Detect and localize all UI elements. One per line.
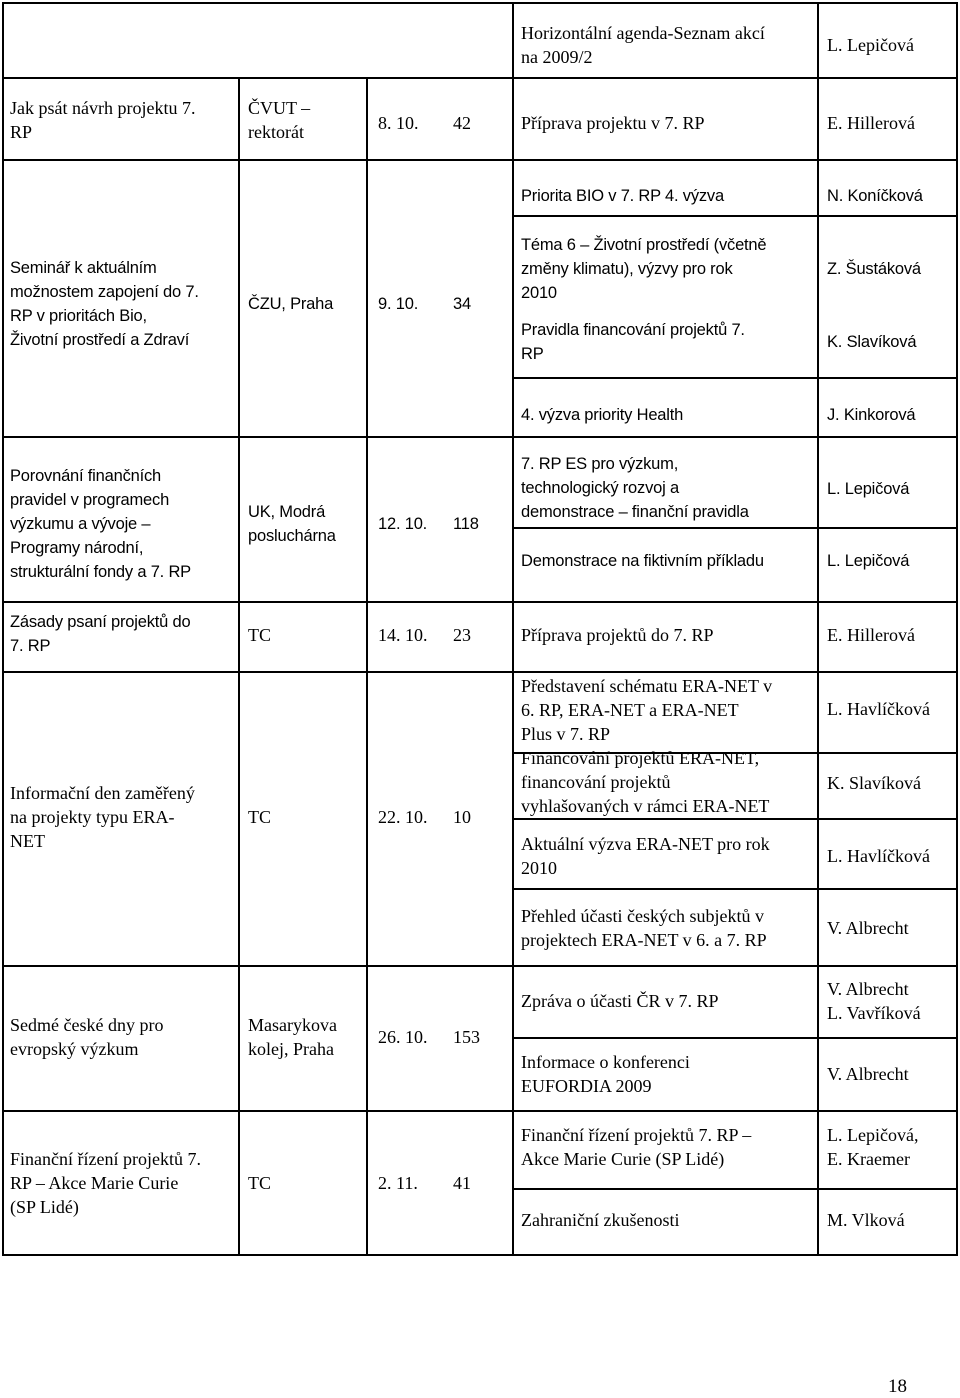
date-cell: 2. 11. xyxy=(378,1173,418,1193)
date-cell: 14. 10. xyxy=(378,625,428,645)
event-cell: Jak psát návrh projektu 7. RP xyxy=(10,98,196,142)
page-number: 18 xyxy=(888,1376,907,1397)
speaker-cell: N. Koníčková xyxy=(827,187,923,205)
event-cell: Sedmé české dny pro evropský výzkum xyxy=(10,1015,164,1059)
count-cell: 118 xyxy=(453,515,479,533)
row-divider xyxy=(2,436,958,438)
col-divider xyxy=(366,77,368,1256)
speaker-cell: M. Vlková xyxy=(827,1210,905,1230)
speaker-cell: V. Albrecht xyxy=(827,918,909,938)
speaker-cell: L. Lepičová xyxy=(827,35,914,55)
table-border-left xyxy=(2,77,4,1256)
table-border-top xyxy=(2,2,958,4)
subrow-divider xyxy=(512,888,958,890)
row-divider xyxy=(2,1110,958,1112)
subrow-divider xyxy=(512,215,958,217)
place-cell: ČZU, Praha xyxy=(248,295,334,313)
speaker-cell: V. Albrecht L. Vavříková xyxy=(827,979,921,1023)
place-cell: UK, Modrá posluchárna xyxy=(248,503,336,545)
topic-cell: Příprava projektů do 7. RP xyxy=(521,625,714,645)
count-cell: 10 xyxy=(453,807,471,827)
place-cell: Masarykova kolej, Praha xyxy=(248,1015,337,1059)
count-cell: 153 xyxy=(453,1027,480,1047)
row-divider xyxy=(2,159,958,161)
topic-cell: Pravidla financování projektů 7. RP xyxy=(521,321,745,363)
row-divider xyxy=(2,77,958,79)
topic-cell: Demonstrace na fiktivním příkladu xyxy=(521,552,764,570)
speaker-cell: L. Lepičová xyxy=(827,552,910,570)
event-cell: Seminář k aktuálním možnostem zapojení do 7. RP v prioritách Bio, Životní prostředí a Zdraví xyxy=(10,259,199,349)
event-cell: Zásady psaní projektů do 7. RP xyxy=(10,613,191,655)
speaker-cell: L. Lepičová, E. Kraemer xyxy=(827,1125,919,1169)
date-cell: 9. 10. xyxy=(378,295,419,313)
place-cell: ČVUT – rektorát xyxy=(248,98,311,142)
speaker-cell: J. Kinkorová xyxy=(827,406,916,424)
row-divider xyxy=(2,671,958,673)
speaker-cell: L. Lepičová xyxy=(827,480,910,498)
topic-cell: 4. výzva priority Health xyxy=(521,406,684,424)
topic-cell: 7. RP ES pro výzkum, technologický rozvoj a demonstrace – finanční pravidla xyxy=(521,455,749,521)
speaker-cell: L. Havlíčková xyxy=(827,846,930,866)
row-divider xyxy=(2,965,958,967)
topic-cell: Přehled účasti českých subjektů v projektech ERA-NET v 6. a 7. RP xyxy=(521,906,767,950)
count-cell: 42 xyxy=(453,113,471,133)
topic-cell: Zpráva o účasti ČR v 7. RP xyxy=(521,991,719,1011)
speaker-cell: E. Hillerová xyxy=(827,113,915,133)
date-cell: 8. 10. xyxy=(378,113,419,133)
speaker-cell: V. Albrecht xyxy=(827,1064,909,1084)
speaker-cell: K. Slavíková xyxy=(827,773,921,793)
table-border-bottom xyxy=(2,1254,958,1256)
topic-cell: Příprava projektu v 7. RP xyxy=(521,113,705,133)
speaker-cell: E. Hillerová xyxy=(827,625,915,645)
subrow-divider xyxy=(512,1037,958,1039)
topic-cell: Informace o konferenci EUFORDIA 2009 xyxy=(521,1052,690,1096)
subrow-divider xyxy=(512,1188,958,1190)
place-cell: TC xyxy=(248,625,272,645)
table-border-right xyxy=(956,2,958,1256)
count-cell: 23 xyxy=(453,625,471,645)
count-cell: 34 xyxy=(453,295,471,313)
col-divider xyxy=(238,77,240,1256)
topic-cell: Priorita BIO v 7. RP 4. výzva xyxy=(521,187,724,205)
topic-cell: Zahraniční zkušenosti xyxy=(521,1210,680,1230)
topic-cell: Financování projektů ERA-NET, financování projektů vyhlašovaných v rámci ERA-NET xyxy=(521,748,770,816)
speaker-cell: L. Havlíčková xyxy=(827,699,930,719)
place-cell: TC xyxy=(248,1173,272,1193)
topic-cell: Téma 6 – Životní prostředí (včetně změny klimatu), výzvy pro rok 2010 xyxy=(521,236,767,302)
date-cell: 22. 10. xyxy=(378,807,428,827)
col-divider xyxy=(512,2,514,1256)
row-divider xyxy=(2,601,958,603)
place-cell: TC xyxy=(248,807,272,827)
speaker-cell: Z. Šustáková xyxy=(827,260,921,278)
table-border-left-top xyxy=(2,2,4,77)
topic-cell: Finanční řízení projektů 7. RP – Akce Marie Curie (SP Lidé) xyxy=(521,1125,752,1169)
date-cell: 12. 10. xyxy=(378,515,428,533)
subrow-divider xyxy=(512,527,958,529)
event-cell: Informační den zaměřený na projekty typu ERA- NET xyxy=(10,783,195,851)
topic-cell: Představení schématu ERA-NET v 6. RP, ERA-NET a ERA-NET Plus v 7. RP xyxy=(521,676,773,744)
col-divider xyxy=(817,2,819,1256)
date-cell: 26. 10. xyxy=(378,1027,428,1047)
topic-cell: Horizontální agenda-Seznam akcí na 2009/2 xyxy=(521,23,765,67)
count-cell: 41 xyxy=(453,1173,471,1193)
subrow-divider xyxy=(512,818,958,820)
event-cell: Finanční řízení projektů 7. RP – Akce Marie Curie (SP Lidé) xyxy=(10,1149,201,1217)
subrow-divider xyxy=(512,377,958,379)
event-cell: Porovnání finančních pravidel v programech výzkumu a vývoje – Programy národní, strukturální fondy a 7. RP xyxy=(10,467,191,581)
speaker-cell: K. Slavíková xyxy=(827,333,917,351)
topic-cell: Aktuální výzva ERA-NET pro rok 2010 xyxy=(521,834,770,878)
